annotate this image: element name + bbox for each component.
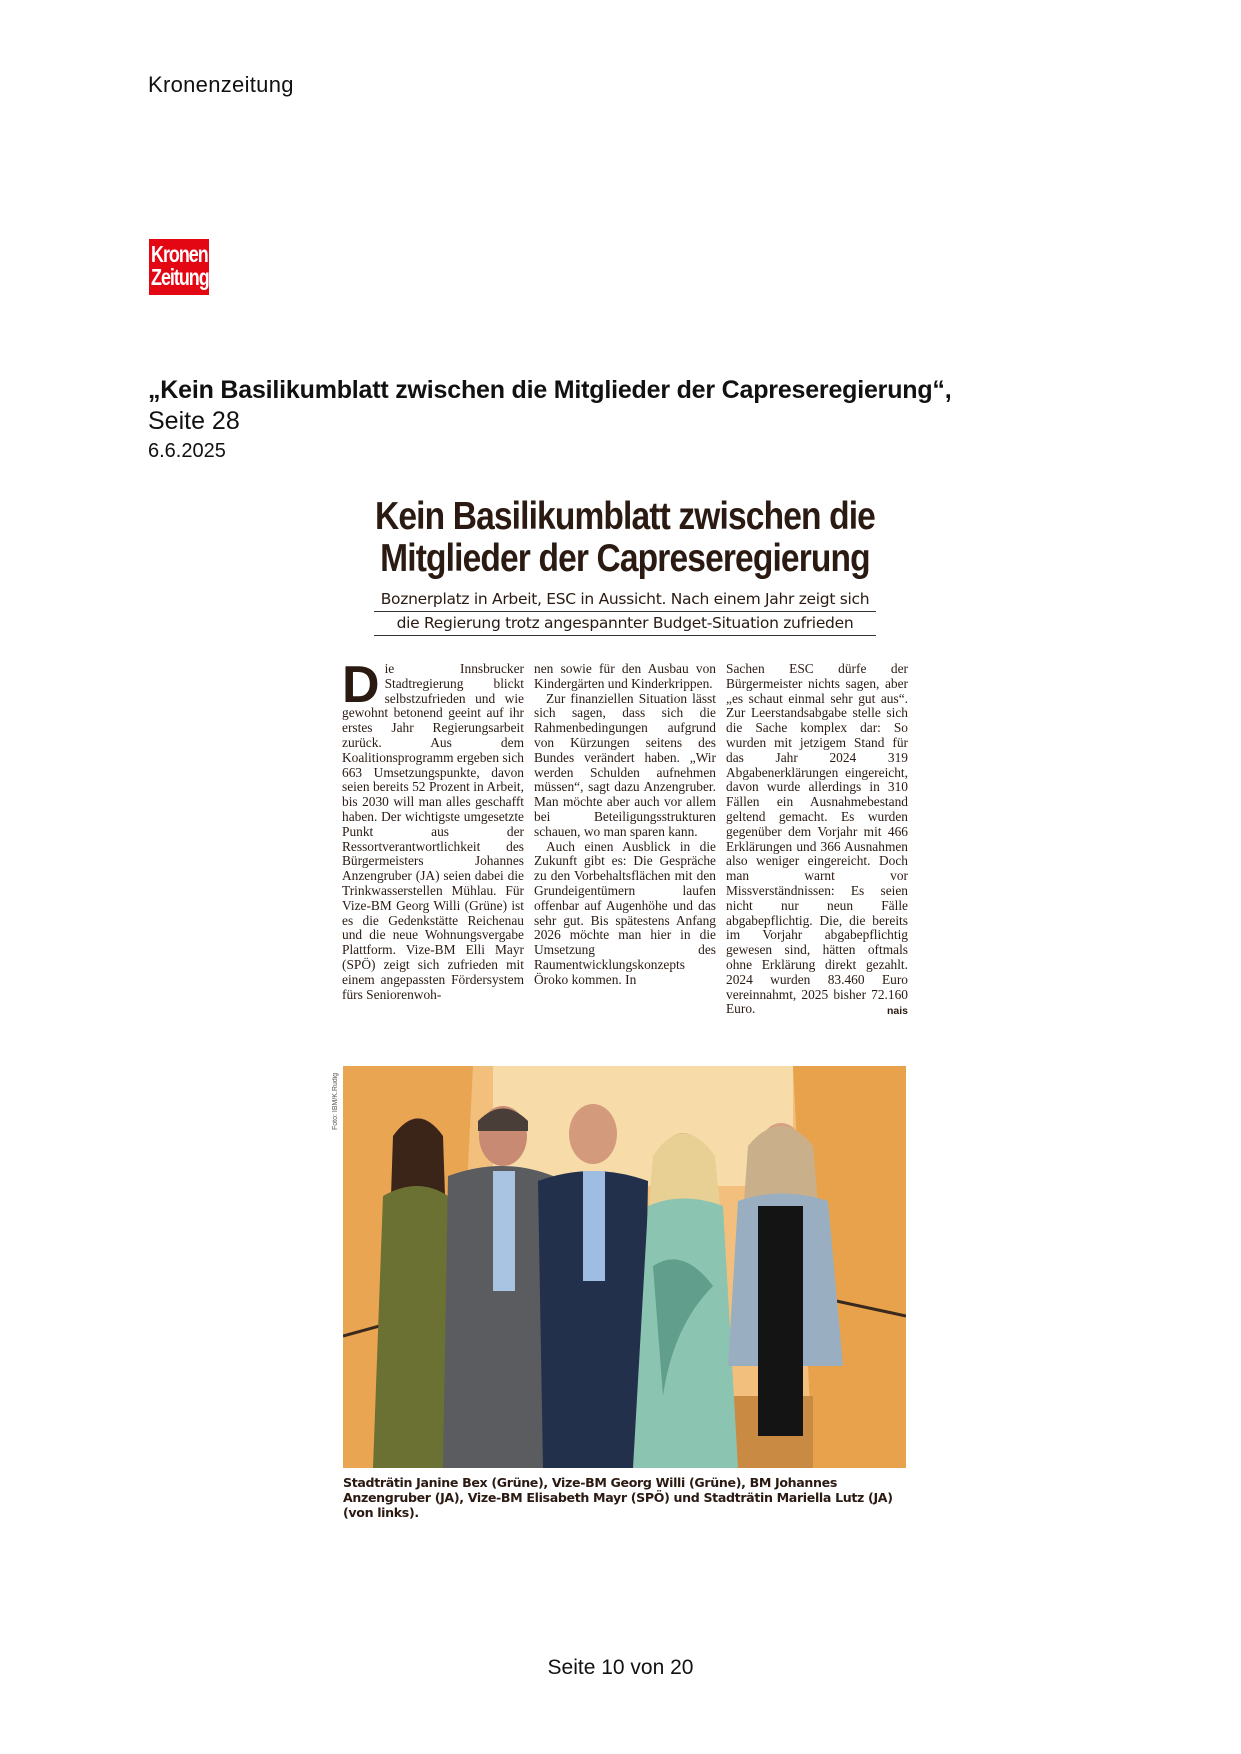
source-name: Kronenzeitung xyxy=(148,72,294,97)
article-column-2 xyxy=(534,662,716,1019)
article-meta-date: 6.6.2025 xyxy=(148,440,226,462)
paragraph: nen sowie für den Ausbau von Kindergärten und Kinderkrippen. xyxy=(534,661,716,691)
article-meta-page: Seite 28 xyxy=(148,407,240,435)
logo-line-1: Kronen xyxy=(151,241,208,267)
drop-cap: D xyxy=(342,656,380,714)
photo-caption: Stadträtin Janine Bex (Grüne), Vize-BM Georg Willi (Grüne), BM Johannes Anzengruber (JA), Vize-BM Elisabeth Mayr (SPÖ) und Stadträtin Mariella Lutz (JA) (von links). xyxy=(343,1475,893,1520)
page-number: Seite 10 von 20 xyxy=(547,1656,694,1679)
group-photo-illustration xyxy=(343,1066,906,1468)
article-column-3 xyxy=(726,662,908,1019)
subheadline-line-1: Boznerplatz in Arbeit, ESC in Aussicht. Nach einem Jahr zeigt sich xyxy=(374,588,876,612)
author-signature: nais xyxy=(886,1005,908,1018)
photo-credit: Foto: IBM/K.Rudig xyxy=(332,1072,339,1130)
subheadline xyxy=(374,588,876,636)
headline-line-1: Kein Basilikumblatt zwischen die xyxy=(375,495,875,538)
kronen-zeitung-logo xyxy=(149,239,209,295)
article-column-1 xyxy=(342,656,524,1019)
group-photo xyxy=(343,1066,906,1468)
article-meta-title: „Kein Basilikumblatt zwischen die Mitglieder der Capreseregierung“, xyxy=(148,376,952,404)
paragraph: Die Innsbrucker Stadtregierung blickt selbstzufrieden und wie gewohnt betonend geeint auf ihr erstes Jahr Regierungsarbeit zurück. Aus dem Koalitionsprogramm ergeben sich 663 Umsetzungspunkte, davon seien bereits 52 Prozent in Arbeit, bis 2030 will man alles geschafft haben. Der wichtigste umgesetzte Punkt aus der Ressortverantwortlichkeit des Bürgermeisters Johannes Anzengruber (JA) seien dabei die Trinkwasserstellen Mühlau. Für Vize-BM Georg Willi (Grüne) ist es die Gedenkstätte Reichenau und die neue Wohnungsvergabe Plattform. Vize-BM Elli Mayr (SPÖ) zeigt sich zufrieden mit einem angepassten Fördersystem fürs Seniorenwoh- xyxy=(342,656,524,1002)
logo-line-2: Zeitung xyxy=(151,264,209,290)
paragraph: Sachen ESC dürfe der Bürgermeister nichts sagen, aber „es schaut einmal sehr gut aus“. Zur Leerstandsabgabe stelle sich die Sache komplex dar: So wurden mit jetzigem Stand für das Jahr 2024 319 Abgabenerklärungen eingereicht, davon wurde allerdings in 310 Fällen ein Ausnahmebestand geltend gemacht. Es wurden gegenüber dem Vorjahr mit 466 Erklärungen und 366 Ausnahmen also weniger eingereicht. Doch man warnt vor Missverständnissen: Es seien nicht nur neun Fälle abgabepflichtig. Die, die bereits im Vorjahr abgabepflichtig gewesen sind, hätten oftmals ohne Erklärung direkt gezahlt. 2024 wurden 83.460 Euro vereinnahmt, 2025 bisher 72.160 Euro. nais xyxy=(726,661,908,1018)
subheadline-line-2: die Regierung trotz angespannter Budget-Situation zufrieden xyxy=(374,612,876,636)
paragraph: Auch einen Ausblick in die Zukunft gibt es: Die Gespräche zu den Vorbehaltsflächen mit den Grundeigentümern laufen offenbar auf Augenhöhe und das sehr gut. Bis spätestens Anfang 2026 möchte man hier in die Umsetzung des Raumentwicklungskonzepts Öroko kommen. In xyxy=(534,838,716,987)
article-body xyxy=(342,656,908,1019)
headline-line-2: Mitglieder der Capreseregierung xyxy=(380,537,870,580)
newspaper-clipping xyxy=(340,496,910,636)
headline xyxy=(346,496,905,580)
paragraph: Zur finanziellen Situation lässt sich sagen, dass sich die Rahmenbedingungen aufgrund von Kürzungen seitens des Bundes verändert haben. „Wir werden Schulden aufnehmen müssen“, sagt dazu Anzengruber. Man möchte aber auch vor allem bei Beteiligungsstrukturen schauen, wo man sparen kann. xyxy=(534,690,716,839)
